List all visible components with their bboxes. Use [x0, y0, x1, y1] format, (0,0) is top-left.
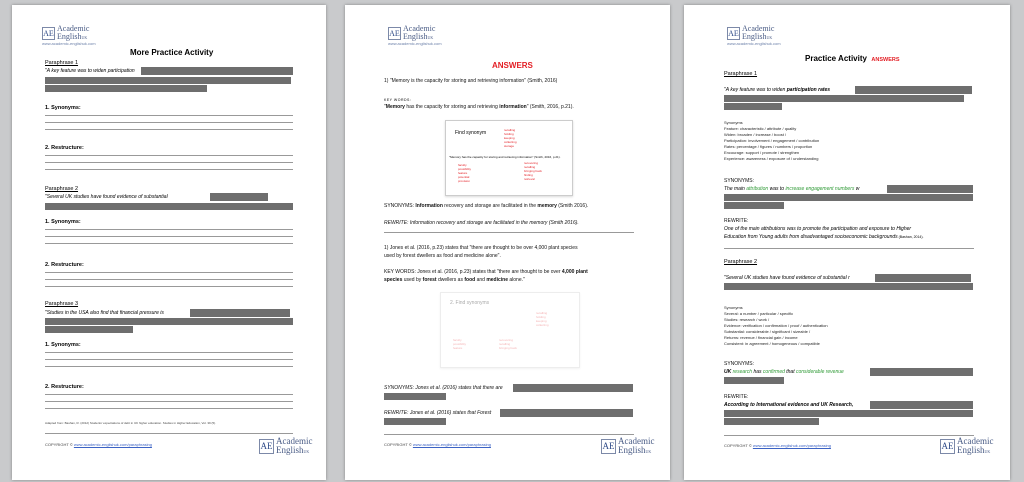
- footer-logo: AE Academic EnglishUK: [602, 436, 655, 455]
- answer-line: [45, 169, 293, 170]
- answer-line: [45, 279, 293, 280]
- keywords-1: "Memory has the capacity for storing and retrieving information" (Smith, 2016, p.21).: [384, 104, 574, 110]
- redaction-block: [724, 377, 784, 384]
- find-synonyms-slide-faded: [440, 292, 580, 368]
- question-2-line-1: 1) Jones et al. (2016, p.23) states that "there are thought to be over 4,000 plant species: [384, 245, 578, 251]
- answers-title: ANSWERS: [492, 61, 533, 70]
- paraphrase-1-heading: Paraphrase 1: [45, 60, 79, 66]
- answer-line: [45, 394, 293, 395]
- synonyms-label: SYNONYMS:: [724, 178, 755, 184]
- answer-line: [45, 359, 293, 360]
- copyright-footer: COPYRIGHT © www.academic-englishuk.com/paraphrasing: [45, 442, 152, 447]
- footer-rule: [724, 435, 974, 436]
- page-answers: [345, 5, 670, 480]
- slide-title: Find synonym: [455, 130, 487, 136]
- rewrite-answer-2: REWRITE: Jones et al. (2016) states that Forest: [384, 410, 492, 416]
- redaction-block: [870, 368, 973, 376]
- divider: [724, 248, 974, 249]
- restructure-label: 2. Restructure:: [45, 384, 84, 390]
- redaction-block: [45, 77, 291, 84]
- source-citation: Adapted from: Bashan, R. (2012) Students' expectations of debt in UK higher education. Studies in Higher Education, Vol. 39 (5).: [45, 421, 217, 425]
- synonyms-label: 1. Synonyms:: [45, 342, 81, 348]
- redaction-block: [45, 318, 293, 325]
- word-list-faded: recalling holding keeping collecting: [536, 311, 549, 327]
- answer-line: [45, 155, 293, 156]
- redaction-block: [724, 283, 973, 290]
- copyright-link[interactable]: www.academic-englishuk.com/paraphrasing: [73, 442, 152, 447]
- copyright-link[interactable]: www.academic-englishuk.com/paraphrasing: [412, 442, 491, 447]
- divider: [384, 232, 634, 233]
- redaction-block: [384, 418, 446, 425]
- slide-title: 2. Find synonyms: [450, 300, 490, 306]
- question-1: 1) "Memory is the capacity for storing and retrieving information" (Smith, 2016): [384, 78, 558, 84]
- redaction-block: [724, 418, 819, 425]
- paraphrase-3-heading: Paraphrase 3: [45, 301, 79, 307]
- logo-icon: AE: [728, 29, 739, 38]
- redaction-block: [500, 409, 633, 417]
- answer-line: [45, 243, 293, 244]
- redaction-block: [45, 203, 293, 210]
- redaction-block: [724, 95, 964, 102]
- answer-line: [45, 229, 293, 230]
- logo-icon: AE: [601, 439, 616, 454]
- word-list-right: recovering recalling bringing back finding retrieval: [524, 161, 542, 181]
- synonym-list-2: Synonyms Several: a number / particular / specific Studies: research / work / Evidence: verification / confirmation / proof / authentication Substantial: considerable / significant / sizeable / Returns: revenue / financial gain / income Consistent: in agreement / homogeneous / compatible: [724, 305, 828, 346]
- restructure-label: 2. Restructure:: [45, 145, 84, 151]
- answer-line: [45, 236, 293, 237]
- answer-line: [45, 115, 293, 116]
- paraphrase-1-quote: "A key feature was to widen participation rates: [724, 87, 831, 93]
- page-practice-answers: [684, 5, 1010, 480]
- redaction-block: [210, 193, 268, 201]
- answer-line: [45, 272, 293, 273]
- synonyms-answer-2: UK research has confirmed that considerable revenue: [724, 369, 844, 375]
- synonyms-label: 1. Synonyms:: [45, 105, 81, 111]
- paraphrase-2-quote: "Several UK studies have found evidence of substantial: [45, 194, 168, 200]
- rewrite-answer-1-line-2: Education from Young adults from disadvantaged socioeconomic backgrounds (Bashan, 2014).: [724, 234, 924, 240]
- word-list-faded: faculty possibility feature: [453, 338, 467, 350]
- paraphrase-1-heading: Paraphrase 1: [724, 71, 758, 77]
- paraphrase-1-quote: "A key feature was to widen participation: [45, 68, 135, 74]
- slide-quote: "Memory has the capacity for storing and retrieving information" (Smith, 2016, p.21).: [449, 155, 561, 159]
- paraphrase-2-quote: "Several UK studies have found evidence of substantial r: [724, 275, 850, 281]
- redaction-block: [724, 194, 973, 201]
- academic-english-logo: AE Academic EnglishUK www.academic-englishuk.com: [42, 24, 96, 46]
- page-title: Practice Activity ANSWERS: [805, 54, 900, 63]
- answer-line: [45, 408, 293, 409]
- redaction-block: [384, 393, 446, 400]
- redaction-block: [724, 103, 782, 110]
- restructure-label: 2. Restructure:: [45, 262, 84, 268]
- synonyms-answer-2: SYNONYMS: Jones et al. (2016) states that there are: [384, 385, 503, 391]
- redaction-block: [875, 274, 971, 282]
- footer-logo: AE Academic EnglishUK: [941, 436, 994, 455]
- synonyms-label: SYNONYMS:: [724, 361, 755, 367]
- synonyms-label: 1. Synonyms:: [45, 219, 81, 225]
- logo-url: www.academic-englishuk.com: [388, 41, 442, 46]
- word-list-left: faculty possibility feature potential provision: [458, 163, 472, 183]
- logo-icon: AE: [43, 29, 54, 38]
- footer-rule: [384, 434, 634, 435]
- redaction-block: [887, 185, 973, 193]
- word-list-top: recalling holding keeping collecting storage: [504, 128, 517, 148]
- redaction-block: [870, 401, 973, 409]
- page-title: More Practice Activity: [130, 48, 214, 57]
- copyright-footer: COPYRIGHT © www.academic-englishuk.com/paraphrasing: [384, 442, 491, 447]
- find-synonym-slide: [445, 120, 573, 196]
- question-2-line-2: used by forest dwellers as food and medicine alone".: [384, 253, 501, 259]
- logo-url: www.academic-englishuk.com: [727, 41, 781, 46]
- answer-line: [45, 162, 293, 163]
- answer-line: [45, 286, 293, 287]
- rewrite-answer-1-line-1: One of the main attributions was to promote the participation and exposure to Higher: [724, 226, 912, 232]
- answer-line: [45, 129, 293, 130]
- answer-line: [45, 122, 293, 123]
- copyright-link[interactable]: www.academic-englishuk.com/paraphrasing: [752, 443, 831, 448]
- copyright-footer: COPYRIGHT © www.academic-englishuk.com/paraphrasing: [724, 443, 831, 448]
- answer-line: [45, 366, 293, 367]
- footer-rule: [45, 433, 293, 434]
- word-list-faded: recovering recalling bringing back: [499, 338, 517, 350]
- rewrite-label: REWRITE:: [724, 394, 749, 400]
- keywords-2-line-2: species used by forest dwellers as food and medicine alone.": [384, 277, 525, 283]
- paraphrase-3-quote: "Studies in the USA also find that financial pressure is: [45, 310, 164, 316]
- answer-line: [45, 401, 293, 402]
- keywords-2-line-1: KEY WORDS: Jones et al. (2016, p.23) states that "there are thought to be over 4,000 plant: [384, 269, 588, 275]
- redaction-block: [190, 309, 290, 317]
- academic-english-logo: AE Academic EnglishUK www.academic-englishuk.com: [727, 24, 781, 46]
- synonym-list-1: Synonyms Feature: characteristic / attribute / quality Widen: broaden / increase / boost / Participation: involvement / engagement / contribution Rates: percentage / figures / numbers / proportion Encourage: support / promote / strengthen Experience: awareness / exposure of / understanding: [724, 120, 820, 161]
- rewrite-label: REWRITE:: [724, 218, 749, 224]
- footer-logo: AE Academic EnglishUK: [260, 436, 313, 455]
- redaction-block: [141, 67, 293, 75]
- synonyms-answer-1: The main attribution was to increase engagement numbers w: [724, 186, 860, 192]
- logo-url: www.academic-englishuk.com: [42, 41, 96, 46]
- academic-english-logo: AE Academic EnglishUK www.academic-englishuk.com: [388, 24, 442, 46]
- logo-icon: AE: [389, 29, 400, 38]
- rewrite-answer-2: According to International evidence and UK Research,: [724, 402, 854, 408]
- page-practice-activity: [12, 5, 326, 480]
- keywords-label: KEY WORDS:: [384, 98, 412, 102]
- redaction-block: [513, 384, 633, 392]
- paraphrase-2-heading: Paraphrase 2: [724, 259, 758, 265]
- synonyms-answer-1: SYNONYMS: Information recovery and storage are facilitated in the memory (Smith 2016).: [384, 203, 589, 209]
- logo-icon: AE: [940, 439, 955, 454]
- answer-line: [45, 352, 293, 353]
- redaction-block: [855, 86, 972, 94]
- logo-icon: AE: [259, 439, 274, 454]
- rewrite-answer-1: REWRITE: Information recovery and storage are facilitated in the memory (Smith 2016).: [384, 220, 579, 226]
- redaction-block: [45, 85, 207, 92]
- redaction-block: [724, 410, 973, 417]
- redaction-block: [724, 202, 784, 209]
- redaction-block: [45, 326, 133, 333]
- paraphrase-2-heading: Paraphrase 2: [45, 186, 79, 192]
